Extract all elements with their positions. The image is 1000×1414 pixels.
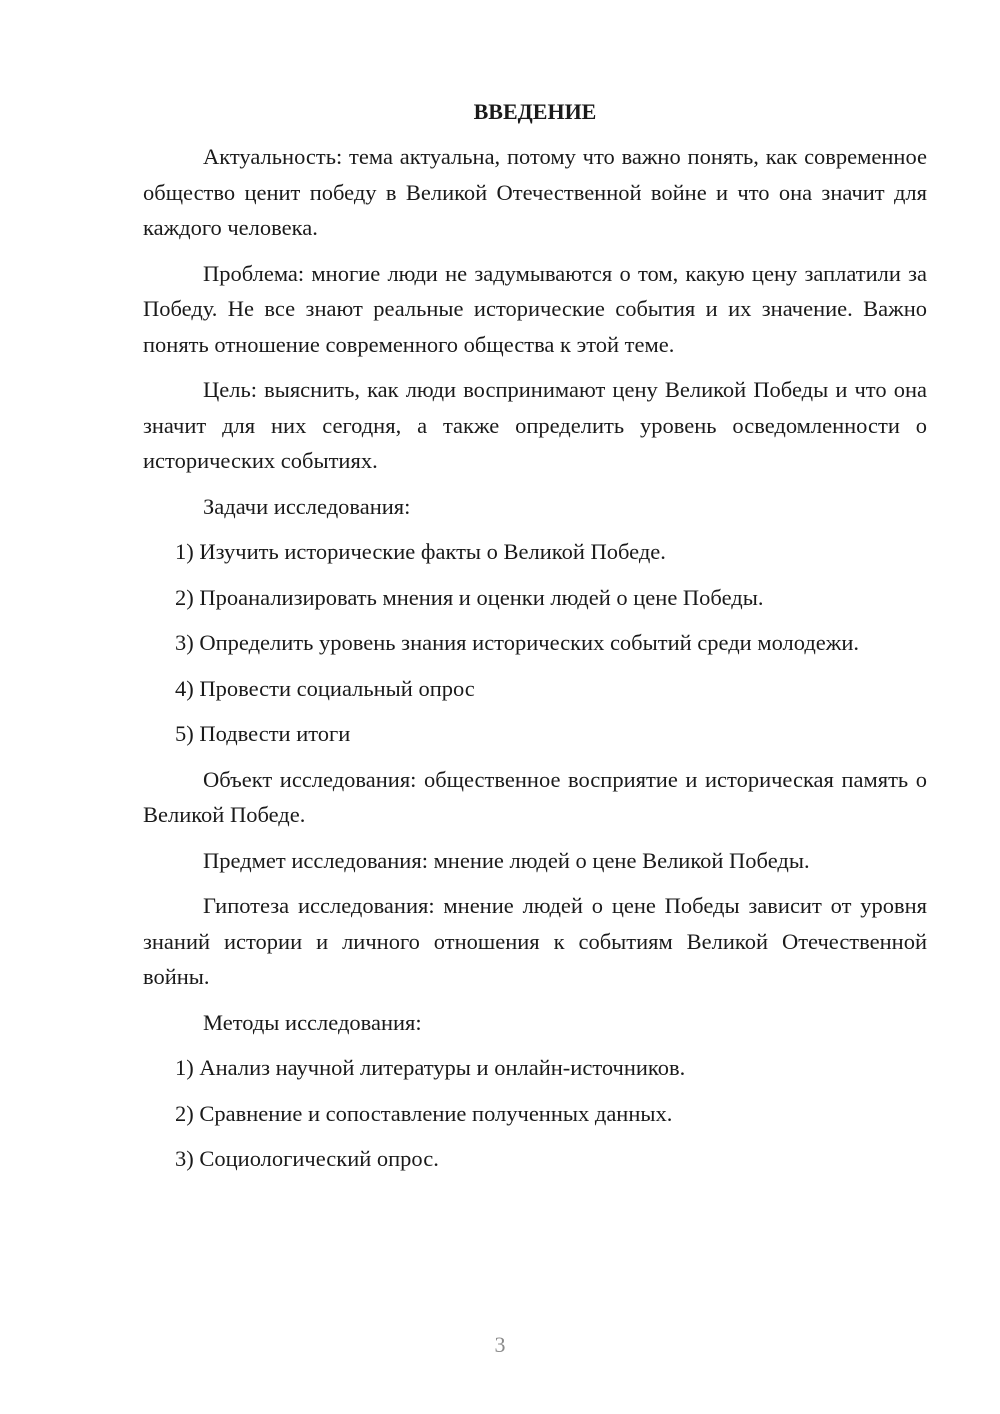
page-number: 3 <box>494 1332 506 1357</box>
method-item: 3) Социологический опрос. <box>175 1146 439 1171</box>
document-body <box>143 94 927 1187</box>
goal-paragraph: Цель: выяснить, как люди воспринимают цену Великой Победы и что она значит для них сегодня, а также определить уровень осведомленности о исторических событиях. <box>143 377 927 473</box>
task-item: 4) Провести социальный опрос <box>175 675 475 701</box>
problem-paragraph: Проблема: многие люди не задумываются о том, какую цену заплатили за Победу. Не все знают реальные исторические события и их значение. Важно понять отношение современного общества к этой теме. <box>143 260 927 357</box>
task-item: 3) Определить уровень знания исторических событий среди молодежи. <box>175 630 859 655</box>
relevance-paragraph: Актуальность: тема актуальна, потому что важно понять, как современное общество ценит победу в Великой Отечественной войне и что она значит для каждого человека. <box>143 144 927 240</box>
tasks-heading: Задачи исследования: <box>203 493 411 519</box>
method-item: 1) Анализ научной литературы и онлайн-источников. <box>175 1055 686 1080</box>
task-item: 5) Подвести итоги <box>175 721 351 746</box>
task-item: 1) Изучить исторические факты о Великой Победе. <box>175 539 666 564</box>
page-title: ВВЕДЕНИЕ <box>473 99 597 124</box>
task-item: 2) Проанализировать мнения и оценки людей о цене Победы. <box>175 584 764 610</box>
hypothesis-paragraph: Гипотеза исследования: мнение людей о цене Победы зависит от уровня знаний истории и личного отношения к событиям Великой Отечественной войны. <box>143 893 927 989</box>
methods-heading: Методы исследования: <box>203 1009 422 1035</box>
method-item: 2) Сравнение и сопоставление полученных данных. <box>175 1100 673 1126</box>
object-paragraph: Объект исследования: общественное восприятие и историческая память о Великой Победе. <box>143 766 927 827</box>
subject-paragraph: Предмет исследования: мнение людей о цене Великой Победы. <box>203 847 810 873</box>
